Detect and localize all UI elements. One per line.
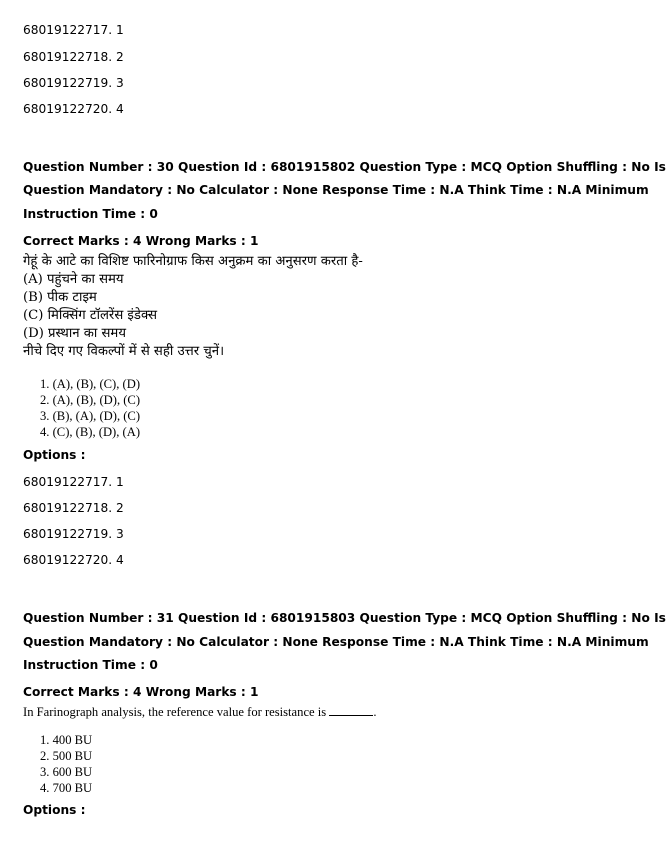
- option-line: 68019122718. 2: [23, 50, 124, 64]
- question-text: (C) मिक्सिंग टॉलरेंस इंडेक्स: [23, 308, 157, 323]
- answer-blank: [329, 705, 373, 716]
- question-text: गेहूं के आटे का विशिष्ट फारिनोग्राफ किस अनुक्रम का अनुसरण करता है-: [23, 254, 363, 269]
- question-text: (B) पीक टाइम: [23, 290, 97, 305]
- answer-choice: 1. (A), (B), (C), (D): [40, 377, 141, 391]
- question-header: Instruction Time : 0: [23, 207, 158, 221]
- question-text: [23, 705, 377, 721]
- question-text: (D) प्रस्थान का समय: [23, 326, 126, 341]
- answer-choice: 3. 600 BU: [40, 765, 93, 779]
- option-line: 68019122717. 1: [23, 23, 124, 37]
- option-line: 68019122717. 1: [23, 475, 124, 489]
- question-header: Question Mandatory : No Calculator : None Response Time : N.A Think Time : N.A Minimum: [23, 635, 649, 649]
- question-text: (A) पहुंचने का समय: [23, 272, 124, 287]
- question-text: नीचे दिए गए विकल्पों में से सही उत्तर चुनें।: [23, 344, 225, 359]
- option-line: 68019122719. 3: [23, 527, 124, 541]
- options-label: Options :: [23, 803, 86, 817]
- answer-choice: 1. 400 BU: [40, 733, 93, 747]
- answer-choice: 4. 700 BU: [40, 781, 93, 795]
- answer-choice: 2. 500 BU: [40, 749, 93, 763]
- question-stem: In Farinograph analysis, the reference value for resistance is: [23, 705, 327, 719]
- answer-choice: 3. (B), (A), (D), (C): [40, 409, 141, 423]
- question-header: Instruction Time : 0: [23, 658, 158, 672]
- question-header: Question Mandatory : No Calculator : None Response Time : N.A Think Time : N.A Minimum: [23, 183, 649, 197]
- option-line: 68019122720. 4: [23, 553, 124, 567]
- option-line: 68019122718. 2: [23, 501, 124, 515]
- marks-line: Correct Marks : 4 Wrong Marks : 1: [23, 685, 259, 699]
- answer-choice: 2. (A), (B), (D), (C): [40, 393, 141, 407]
- marks-line: Correct Marks : 4 Wrong Marks : 1: [23, 234, 259, 248]
- option-line: 68019122720. 4: [23, 102, 124, 116]
- question-header: Question Number : 31 Question Id : 6801915803 Question Type : MCQ Option Shuffling : No Is: [23, 611, 666, 625]
- options-label: Options :: [23, 448, 86, 462]
- option-line: 68019122719. 3: [23, 76, 124, 90]
- question-header: Question Number : 30 Question Id : 6801915802 Question Type : MCQ Option Shuffling : No Is: [23, 160, 666, 174]
- question-stem-end: .: [373, 705, 377, 719]
- answer-choice: 4. (C), (B), (D), (A): [40, 425, 141, 439]
